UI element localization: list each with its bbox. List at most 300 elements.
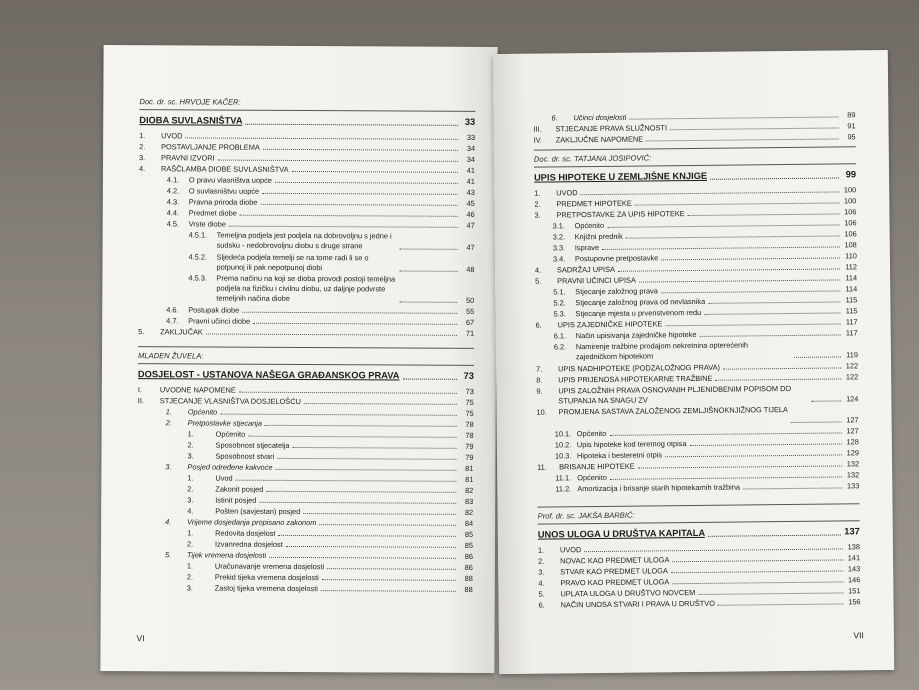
toc-entry xyxy=(187,507,473,517)
dot-leader xyxy=(602,246,840,249)
toc-page-number: 84 xyxy=(464,519,474,529)
dot-leader xyxy=(607,224,839,227)
dot-leader xyxy=(278,535,456,537)
toc-entry-number: 4.5.1. xyxy=(188,230,208,240)
toc-page-number: 133 xyxy=(846,481,860,491)
toc-entry xyxy=(188,430,474,440)
toc-page-number: 122 xyxy=(845,371,859,381)
toc-entry-title: Postupak diobe xyxy=(188,305,240,316)
toc-entry xyxy=(188,252,474,273)
dot-leader xyxy=(242,312,457,314)
dot-leader xyxy=(635,202,840,205)
toc-entry-title: UPIS ZAJEDNIČKE HIPOTEKE xyxy=(557,319,663,330)
toc-page-number: 127 xyxy=(846,426,859,436)
toc-entry xyxy=(187,474,473,484)
toc-page-number: 156 xyxy=(848,597,861,607)
toc-entry xyxy=(139,142,475,153)
toc-page-number: 41 xyxy=(466,176,475,186)
toc-page-number: 88 xyxy=(464,574,473,584)
toc-entry xyxy=(167,175,475,186)
toc-page-number: 127 xyxy=(846,415,859,425)
dot-leader xyxy=(704,312,840,314)
dot-leader xyxy=(723,367,841,369)
toc-entry-number: 4.6. xyxy=(166,305,179,315)
toc-entry xyxy=(188,441,474,451)
dot-leader xyxy=(743,487,842,489)
toc-entry-number: 4.5.2. xyxy=(188,252,208,262)
toc-entry-title: Vrste diobe xyxy=(188,219,226,229)
right-page xyxy=(493,50,894,674)
toc-entry-title: Uvod xyxy=(215,473,233,484)
toc-entry-title: UNOS ULOGA U DRUŠTVA KAPITALA xyxy=(537,527,706,540)
toc-entry-title: Upis hipoteke kod teretnog otpisa xyxy=(576,438,687,450)
toc-entry xyxy=(555,481,859,493)
toc-entry-title: Predmet diobe xyxy=(188,208,237,218)
toc-entry-number: 6. xyxy=(535,320,542,330)
toc-entry xyxy=(187,452,473,462)
toc-entry xyxy=(553,229,857,241)
toc-entry-title: Sposobnost stjecatelja xyxy=(215,440,290,451)
toc-entry xyxy=(166,419,474,430)
toc-entry-number: 3. xyxy=(187,451,194,461)
toc-entry-title: Uračunavanje vremena dosjelosti xyxy=(214,561,325,572)
dot-leader xyxy=(260,204,457,206)
toc-entry xyxy=(553,295,857,307)
toc-page-number: 114 xyxy=(845,284,858,294)
dot-leader xyxy=(240,215,458,217)
toc-page-number: 33 xyxy=(464,116,476,127)
toc-entry-title: Stjecanje mjesta u prvenstvenom redu xyxy=(575,307,702,319)
toc-entry-title: UPIS NADHIPOTEKE (PODZALOŽNOG PRAVA) xyxy=(558,362,721,374)
toc-entry-number: 4.2. xyxy=(166,186,180,196)
toc-entry-title: DOSJELOST - USTANOVA NAŠEGA GRAĐANSKOG PRAVA xyxy=(137,369,400,381)
toc-entry xyxy=(189,230,475,251)
toc-page-number: 81 xyxy=(465,464,474,474)
toc-entry-title: UVOD xyxy=(161,131,183,141)
toc-entry-number: 1. xyxy=(186,561,194,571)
toc-entry-number: 1. xyxy=(537,545,545,555)
toc-page-number: 78 xyxy=(465,420,474,430)
toc-entry xyxy=(538,597,860,609)
dot-leader xyxy=(672,559,843,562)
toc-page-number: 75 xyxy=(465,398,474,408)
dot-leader xyxy=(700,334,841,336)
toc-page-number: 88 xyxy=(464,585,473,595)
toc-entry xyxy=(553,218,857,230)
toc-entry-title: ZAKLJUČAK xyxy=(160,327,203,337)
toc-entry-number: 1. xyxy=(534,188,541,198)
toc-page-number: 73 xyxy=(465,387,474,397)
toc-page-number: 132 xyxy=(846,470,860,480)
dot-leader xyxy=(609,432,841,435)
toc-page-number: 34 xyxy=(466,143,476,153)
toc-entry-number: 4.5.3. xyxy=(188,273,207,283)
dot-leader xyxy=(229,226,458,228)
toc-page-number: 106 xyxy=(844,218,857,228)
toc-entry xyxy=(165,518,473,529)
toc-entry xyxy=(167,186,475,197)
toc-entry-number: 4.3. xyxy=(166,197,180,207)
toc-entry-number: 3. xyxy=(186,583,193,593)
toc-entry-number: 3. xyxy=(139,153,146,163)
toc-entry-title: Sposobnost stvari xyxy=(215,451,275,462)
toc-entry-title: Amortizacija i brisanje starih hipotekarnih tražbina xyxy=(577,482,741,494)
toc-entry-title: Tijek vremena dosjelosti xyxy=(186,550,267,561)
dot-leader xyxy=(236,480,457,482)
toc-entry-title: Postupovne pretpostavke xyxy=(574,253,659,264)
section-author: Prof. dr. sc. JAKŠA BARBIĆ: xyxy=(537,510,635,521)
toc-entry xyxy=(551,110,855,122)
toc-page-number: 45 xyxy=(466,198,475,208)
toc-entry xyxy=(536,404,858,427)
dot-leader xyxy=(715,378,841,380)
dot-leader xyxy=(263,149,458,151)
toc-entry-title: Prema načinu na koji se dioba provodi postoji temeljna podjela na fizičku i civilnu diobu, uz daljnje podvrste temeljnih načina diobe xyxy=(216,273,396,304)
toc-entry-number: 4. xyxy=(138,164,146,174)
toc-page-number: 141 xyxy=(847,553,861,563)
toc-entry-number: 10.3. xyxy=(554,451,572,461)
dot-leader xyxy=(661,290,840,293)
toc-page-number: 115 xyxy=(845,306,858,316)
toc-page-number: 82 xyxy=(464,508,474,518)
toc-entry-title: RAŠČLAMBA DIOBE SUVLASNIŠTVA xyxy=(160,164,289,174)
toc-entry xyxy=(187,496,473,506)
toc-entry-number: I. xyxy=(137,385,142,395)
toc-entry-number: 6. xyxy=(551,113,558,123)
toc-entry-number: 5.1. xyxy=(553,287,566,297)
dot-leader xyxy=(402,379,456,380)
toc-page-number: 50 xyxy=(466,296,475,306)
toc-entry xyxy=(138,397,474,408)
toc-page-number: 112 xyxy=(845,262,858,272)
toc-entry-title: PRAVNI UČINCI UPISA xyxy=(557,275,636,286)
dot-leader xyxy=(248,436,456,438)
toc-page-number: 100 xyxy=(843,196,857,206)
toc-entry-title: PREDMET HIPOTEKE xyxy=(556,198,632,209)
dot-leader xyxy=(253,323,457,325)
toc-entry-number: 5. xyxy=(164,550,172,560)
toc-entry-number: 9. xyxy=(536,386,543,396)
toc-entry-title: POSTAVLJANJE PROBLEMA xyxy=(161,142,260,152)
toc-entry-number: 1. xyxy=(187,429,194,439)
toc-entry-title: Stjecanje založnog prava od nevlasnika xyxy=(575,296,706,308)
toc-page-number: 129 xyxy=(846,448,860,458)
toc-entry xyxy=(166,408,474,419)
toc-page-number: 79 xyxy=(465,453,474,463)
toc-entry-title: UPLATA ULOGA U DRUŠTVO NOVCEM xyxy=(560,587,696,599)
toc-entry-title: Način upisivanja zajedničke hipoteke xyxy=(575,329,697,341)
toc-page-number: 117 xyxy=(845,317,858,327)
dot-leader xyxy=(265,425,457,427)
toc-entry-number: 4.1. xyxy=(166,175,180,185)
toc-page-number: 85 xyxy=(464,541,474,551)
toc-page-number: 122 xyxy=(845,360,859,370)
dot-leader xyxy=(186,137,459,139)
toc-entry-number: III. xyxy=(533,124,542,134)
dot-leader xyxy=(708,301,840,303)
toc-entry-title: Općenito xyxy=(215,429,246,440)
toc-entry-number: 10. xyxy=(536,407,547,417)
toc-entry xyxy=(138,386,474,397)
toc-entry-number: 1. xyxy=(187,473,194,483)
toc-entry-title: O pravu vlasništva uopće xyxy=(188,175,272,185)
dot-leader xyxy=(303,513,456,515)
toc-entry xyxy=(165,463,473,474)
dot-leader xyxy=(618,268,840,271)
toc-entry-title: Temeljna podjela jest podjela na dobrovoljnu s jedne i sudsku - nedobrovoljnu diobu s druge strane xyxy=(216,230,392,251)
toc-entry-title: Općenito xyxy=(576,428,607,439)
toc-entry-number: 3.3. xyxy=(552,243,566,253)
toc-page-number: 115 xyxy=(845,295,858,305)
toc-entry-number: 11.1. xyxy=(555,473,572,483)
toc-page-number: 106 xyxy=(844,207,857,217)
dot-leader xyxy=(646,138,839,141)
toc-entry-title: Hipoteka i besteretni otpis xyxy=(576,450,663,461)
dot-leader xyxy=(581,191,840,195)
toc-entry-number: 2. xyxy=(139,142,146,152)
toc-page-number: 79 xyxy=(465,442,474,452)
toc-page-number: 48 xyxy=(466,264,475,274)
dot-leader xyxy=(304,403,457,405)
dot-leader xyxy=(293,447,457,449)
toc-entry-number: 2. xyxy=(186,572,194,582)
toc-entry xyxy=(187,562,473,572)
toc-entry-title: UPIS HIPOTEKE U ZEMLJIŠNE KNJIGE xyxy=(534,170,708,183)
toc-entry-number: 5. xyxy=(138,327,145,337)
dot-leader xyxy=(206,334,457,336)
toc-chapter-title xyxy=(534,169,856,183)
toc-entry-number: 4.5. xyxy=(166,219,180,229)
toc-entry-title: Posjed određene kakvoće xyxy=(187,462,273,473)
toc-page-number: 81 xyxy=(465,475,474,485)
toc-entry-title: Općenito xyxy=(574,220,605,231)
dot-leader xyxy=(277,458,456,460)
toc-entry xyxy=(554,328,858,340)
toc-entry-number: 6.2. xyxy=(553,342,567,352)
toc-page-number: 73 xyxy=(463,371,474,382)
toc-entry-title: DIOBA SUVLASNIŠTVA xyxy=(139,115,243,126)
toc-entry xyxy=(555,448,859,460)
toc-entry-number: 8. xyxy=(536,375,543,385)
toc-entry-title: Pošten (savjestan) posjed xyxy=(215,506,301,517)
toc-chapter-title xyxy=(139,115,475,128)
toc-page-number: 47 xyxy=(466,220,475,230)
toc-entry-title: UPIS ZALOŽNIH PRAVA OSNOVANIH PLJENIDBENIM POPISOM DO STUPANJA NA SNAGU ZV xyxy=(558,383,792,406)
dot-leader xyxy=(638,465,842,468)
toc-entry-number: 3.4. xyxy=(552,254,566,264)
toc-page-number: 99 xyxy=(845,169,857,180)
toc-entry-title: STVAR KAO PREDMET ULOGA xyxy=(560,566,668,577)
toc-page-number: 47 xyxy=(466,242,475,252)
dot-leader xyxy=(629,116,838,119)
toc-entry xyxy=(187,529,473,539)
toc-entry-number: 4. xyxy=(534,265,542,275)
author-underline xyxy=(534,163,856,167)
toc-entry-number: 5. xyxy=(538,589,545,599)
toc-entry-title: UVOD xyxy=(556,188,578,198)
toc-entry-title: Namirenje tražbine prodajom nekretnina opterećenih zajedničkom hipotekom xyxy=(575,340,749,362)
toc-page-number: 55 xyxy=(465,307,475,317)
dot-leader xyxy=(661,257,840,260)
toc-entry xyxy=(139,153,475,164)
toc-entry-title: Učinci dosjelosti xyxy=(573,112,627,123)
toc-entry xyxy=(139,131,475,142)
toc-page-number: 110 xyxy=(845,251,857,261)
toc-page-number: 83 xyxy=(464,497,474,507)
section-author: MLADEN ŽUVELA: xyxy=(137,351,204,361)
toc-entry xyxy=(553,306,857,318)
toc-entry-title: PROMJENA SASTAVA ZALOŽENOG ZEMLJIŠNOKNJIŽNOG TIJELA xyxy=(558,405,788,417)
dot-leader xyxy=(319,524,456,526)
toc-entry-title: UPIS PRIJENOSA HIPOTEKARNE TRAŽBINE xyxy=(558,373,713,385)
dot-leader xyxy=(218,160,458,162)
author-underline xyxy=(139,109,475,112)
dot-leader xyxy=(399,302,457,303)
dot-leader xyxy=(710,177,839,179)
dot-leader xyxy=(718,603,844,605)
dot-leader xyxy=(688,213,840,216)
dot-leader xyxy=(665,323,840,326)
dot-leader xyxy=(639,279,840,282)
toc-entry xyxy=(187,584,473,594)
toc-entry-title: Općenito xyxy=(187,407,218,417)
toc-chapter-title xyxy=(138,370,474,383)
dot-leader xyxy=(670,127,839,130)
toc-page-number: 95 xyxy=(847,132,856,142)
toc-entry-title: Istinit posjed xyxy=(215,495,257,506)
toc-entry-number: 5.2. xyxy=(553,298,566,308)
toc-page-number: 78 xyxy=(465,431,474,441)
dot-leader xyxy=(220,414,456,416)
toc-entry-number: 5.3. xyxy=(553,309,566,319)
dot-leader xyxy=(286,546,456,548)
toc-entry-title: Zastoj tijeka vremena dosjelosti xyxy=(214,583,318,594)
toc-page-number: 43 xyxy=(466,187,475,197)
toc-entry-title: Pretpostavke stjecanja xyxy=(187,418,263,429)
dot-leader xyxy=(292,171,458,173)
toc-page-number: 89 xyxy=(847,110,856,120)
dot-leader xyxy=(275,469,456,471)
dot-leader xyxy=(671,570,843,573)
toc-page-number: 34 xyxy=(466,154,476,164)
toc-entry-number: 4. xyxy=(165,517,172,527)
toc-entry-number: 10.1. xyxy=(554,429,572,439)
toc-page-number: 132 xyxy=(846,459,860,469)
toc-entry-title: Isprave xyxy=(574,242,600,253)
toc-entry xyxy=(553,240,857,252)
toc-entry-title: UVOD xyxy=(559,544,582,555)
dot-leader xyxy=(266,491,456,493)
toc-entry xyxy=(536,383,858,406)
toc-entry-title: PRAVO KAO PREDMET ULOGA xyxy=(560,577,670,588)
toc-entry-number: 1. xyxy=(187,528,194,538)
toc-page-number: 119 xyxy=(846,350,858,360)
toc-entry xyxy=(555,426,859,438)
toc-entry xyxy=(167,219,475,230)
toc-entry-title: Vrijeme dosjedanja propisano zakonom xyxy=(187,517,317,528)
right-page-toc xyxy=(493,50,894,674)
toc-entry xyxy=(534,132,856,144)
left-page-toc xyxy=(100,45,497,673)
toc-entry xyxy=(553,284,857,296)
dot-leader xyxy=(708,534,841,536)
toc-page-number: 106 xyxy=(844,229,857,239)
toc-page-number: 86 xyxy=(464,552,473,562)
dot-leader xyxy=(610,476,842,479)
dot-leader xyxy=(239,392,457,394)
toc-page-number: 46 xyxy=(466,209,475,219)
toc-entry-title: BRISANJE HIPOTEKE xyxy=(559,461,635,472)
toc-entry xyxy=(555,437,859,449)
toc-page-number: 75 xyxy=(465,409,474,419)
toc-entry-number: 3. xyxy=(187,495,194,505)
dot-leader xyxy=(259,502,456,504)
toc-entry-title: Sljedeća podjela temelji se na tome radi li se o potpunoj ili pak nepotpunoj diobi xyxy=(216,252,369,272)
toc-chapter-title xyxy=(538,526,860,540)
toc-entry-title: Općenito xyxy=(577,472,607,483)
toc-entry-title: ZAKLJUČNE NAPOMENE xyxy=(555,134,644,145)
toc-entry-title: Stjecanje založnog prava xyxy=(575,286,658,297)
toc-entry-number: 2. xyxy=(187,484,194,494)
toc-page-number: 86 xyxy=(464,563,473,573)
toc-entry-number: 1. xyxy=(139,131,146,141)
toc-entry-number: 11.2. xyxy=(555,484,572,494)
toc-entry-title: NOVAC KAO PREDMET ULOGA xyxy=(560,555,670,566)
toc-entry-title: STJECANJE VLASNIŠTVA DOSJELOŠĆU xyxy=(159,396,301,407)
toc-entry xyxy=(187,540,473,550)
dot-leader xyxy=(400,249,458,250)
dot-leader xyxy=(665,454,842,457)
toc-page-number: 151 xyxy=(848,586,861,596)
toc-page-number: 114 xyxy=(845,273,858,283)
toc-page-number: 108 xyxy=(844,240,857,250)
dot-leader xyxy=(269,557,456,559)
toc-page-number: 100 xyxy=(843,185,857,195)
toc-entry xyxy=(167,208,475,219)
toc-entry xyxy=(166,317,474,328)
toc-entry-number: 2. xyxy=(538,556,545,566)
dot-leader xyxy=(794,356,841,357)
toc-entry-number: 6.1. xyxy=(553,331,567,341)
dot-leader xyxy=(275,182,458,184)
toc-entry xyxy=(165,551,473,562)
dot-leader xyxy=(262,193,458,195)
toc-entry-title: Redovita dosjelost xyxy=(215,528,276,539)
dot-leader xyxy=(321,591,456,593)
section-divider xyxy=(138,347,474,350)
toc-entry-title: Knjižni prednik xyxy=(574,231,623,242)
toc-page-number: 85 xyxy=(464,530,474,540)
section-divider xyxy=(534,146,856,150)
left-page xyxy=(100,45,497,673)
toc-entry-title: UVODNE NAPOMENE xyxy=(159,385,236,396)
dot-leader xyxy=(399,270,457,271)
toc-entry xyxy=(138,328,474,339)
toc-entry xyxy=(167,197,475,208)
toc-entry-title: Izvanredna dosjelost xyxy=(215,539,283,550)
author-underline xyxy=(538,520,860,524)
dot-leader xyxy=(690,443,842,446)
toc-entry-title: NAČIN UNOSA STVARI I PRAVA U DRUŠTVO xyxy=(560,598,715,610)
toc-page-number: 138 xyxy=(847,542,860,552)
toc-page-number: 71 xyxy=(465,329,475,339)
toc-entry-number: 4. xyxy=(187,506,194,516)
toc-entry xyxy=(188,274,474,305)
section-author: Doc. dr. sc. TATJANA JOSIPOVIĆ: xyxy=(533,153,652,164)
toc-entry-title: Prekid tijeka vremena dosjelosti xyxy=(214,572,319,583)
toc-entry-number: 7. xyxy=(536,364,543,374)
dot-leader xyxy=(584,548,843,552)
